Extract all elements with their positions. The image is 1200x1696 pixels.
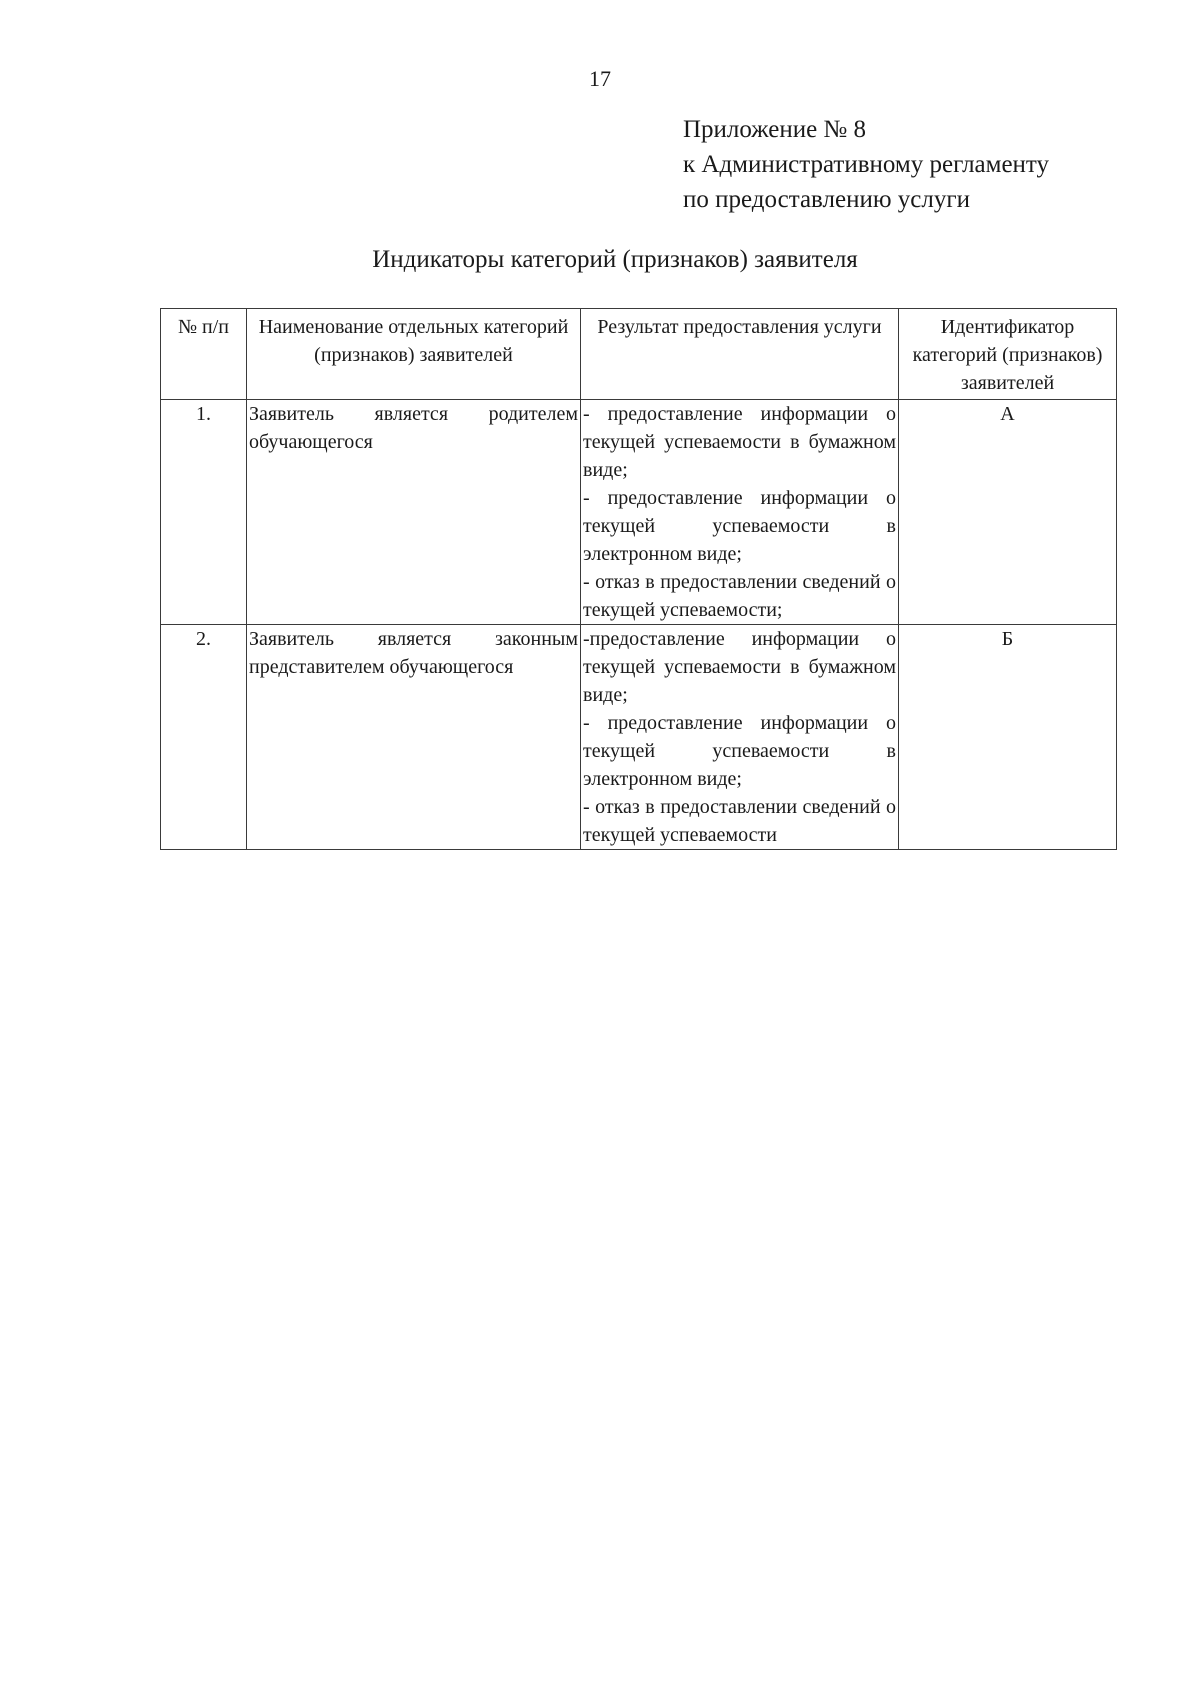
header-service-result: Результат предоставления услуги <box>581 309 899 400</box>
row-service-results <box>581 625 899 850</box>
appendix-line-2: к Административному регламенту <box>683 151 1050 178</box>
row-identifier: А <box>899 400 1117 625</box>
result-item: - предоставление информации о текущей успеваемости в бумажном виде; <box>583 403 896 481</box>
result-item: - предоставление информации о текущей успеваемости в электронном виде; <box>583 712 896 790</box>
result-item: - отказ в предоставлении сведений о текущей успеваемости; <box>583 571 896 621</box>
indicators-table <box>160 308 1117 850</box>
appendix-line-3: по предоставлению услуги <box>683 186 970 213</box>
header-number: № п/п <box>161 309 247 400</box>
result-item: -предоставление информации о текущей успеваемости в бумажном виде; <box>583 628 896 706</box>
row-identifier: Б <box>899 625 1117 850</box>
row-category-name: Заявитель является законным представителем обучающегося <box>247 625 581 850</box>
result-item: - отказ в предоставлении сведений о текущей успеваемости <box>583 796 896 846</box>
table-header-row <box>161 309 1117 400</box>
page-number: 17 <box>589 66 611 91</box>
row-number: 1. <box>161 400 247 625</box>
appendix-line-1: Приложение № 8 <box>683 116 867 143</box>
header-category-name: Наименование отдельных категорий (признаков) заявителей <box>247 309 581 400</box>
row-service-results <box>581 400 899 625</box>
row-category-name: Заявитель является родителем обучающегося <box>247 400 581 625</box>
row-number: 2. <box>161 625 247 850</box>
table-row <box>161 625 1117 850</box>
appendix-block <box>683 112 1049 217</box>
table-row <box>161 400 1117 625</box>
header-identifier: Идентификатор категорий (признаков) заявителей <box>899 309 1117 400</box>
result-item: - предоставление информации о текущей успеваемости в электронном виде; <box>583 487 896 565</box>
document-title: Индикаторы категорий (признаков) заявителя <box>372 246 858 273</box>
